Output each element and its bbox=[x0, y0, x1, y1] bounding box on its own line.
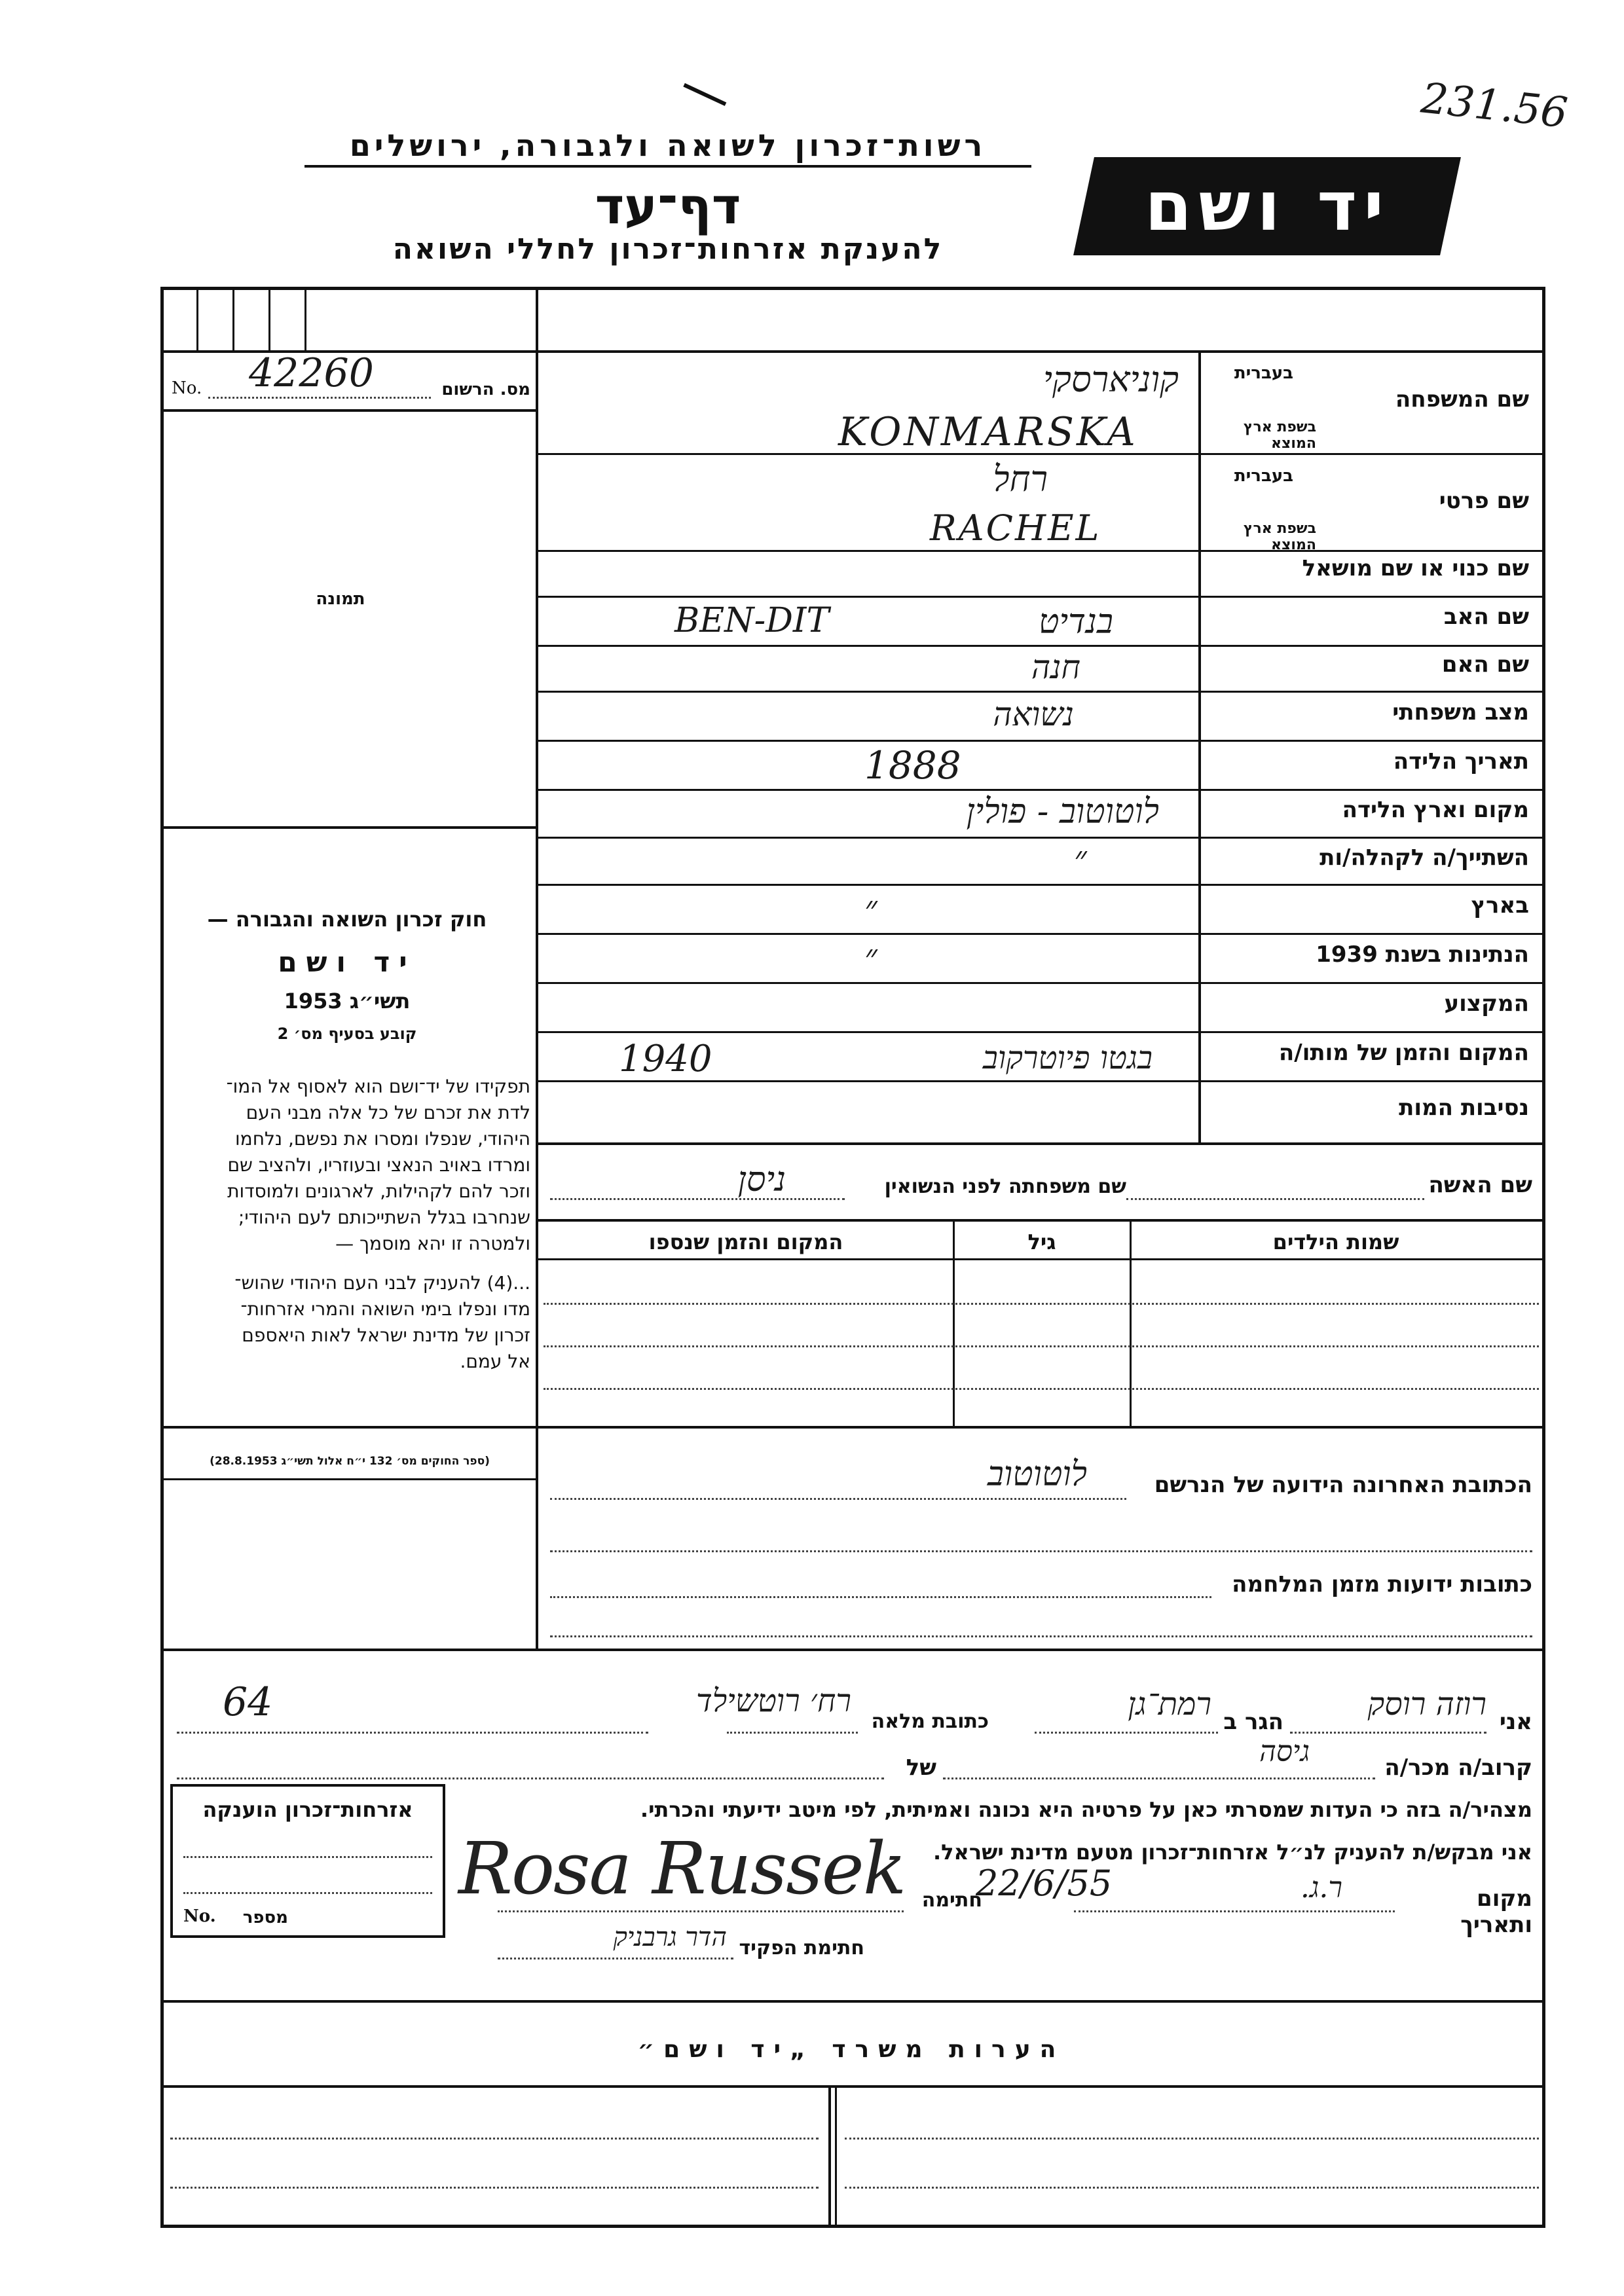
first-name-origin: RACHEL bbox=[930, 507, 1101, 549]
registration-number: 42260 bbox=[249, 350, 374, 396]
children-death-header: המקום והזמן שנספו bbox=[648, 1230, 843, 1254]
law-year: תשי״ג 1953 bbox=[284, 989, 411, 1013]
community-value: ״ bbox=[1074, 839, 1087, 879]
family-name-label: שם המשפחה bbox=[1395, 386, 1529, 412]
children-names-header: שמות הילדים bbox=[1272, 1230, 1399, 1254]
place-date-label: מקום ותאריך bbox=[1460, 1886, 1532, 1938]
top-mark bbox=[675, 83, 727, 124]
profession-label: המקצוע bbox=[1444, 991, 1529, 1017]
official-signature: הדר גרבניק bbox=[613, 1922, 727, 1952]
law-title: חוק זכרון השואה והגבורה — bbox=[207, 907, 487, 932]
law-paragraph bbox=[169, 1074, 530, 1375]
official-signature-label: חתימת הפקיד bbox=[739, 1937, 864, 1959]
declaration-line: מצהיר/ה בזה כי העדות שמסרתי כאן על פרטיה היא נכונה ואמיתית, לפי מיטב ידיעתי והכרתי. bbox=[640, 1797, 1532, 1822]
grant-box-number-label: מספר bbox=[242, 1908, 288, 1927]
declarant-name: רוזה רוסק bbox=[1367, 1686, 1486, 1722]
birth-date-label: תאריך הלידה bbox=[1393, 748, 1529, 774]
children-age-header: גיל bbox=[1027, 1230, 1056, 1254]
law-line: זכרון של מדינת ישראל לאות היאספם bbox=[242, 1324, 530, 1346]
logo-text: יד ושם bbox=[1144, 166, 1390, 246]
law-line: לדת את זכרם של כל אלה מבני העם bbox=[246, 1102, 530, 1123]
registration-no-label: No. bbox=[172, 378, 202, 398]
signature-label: חתימה bbox=[921, 1889, 982, 1912]
law-citation: (ספר החוקים מס׳ 132 י״ח אלול תשי״ג 28.8.1953) bbox=[210, 1455, 490, 1468]
nickname-label: שם כנוי או שם מושאל bbox=[1302, 555, 1529, 581]
request-line: אני מבקש/ת להעניק לנ״ל אזרחות־זכרון מטעם מדינת ישראל. bbox=[933, 1840, 1532, 1865]
full-address-label: כתובת מלאה bbox=[871, 1710, 989, 1733]
mother-label: שם האם bbox=[1441, 651, 1529, 678]
death-circumstances-label: נסיבות המות bbox=[1399, 1095, 1529, 1121]
law-line: וזכר להם לקהילות, לארגונים ולמוסדות bbox=[227, 1180, 530, 1202]
mother-name: חנה bbox=[1031, 648, 1080, 686]
first-name-label: שם פרטי bbox=[1439, 488, 1529, 514]
last-address-value: לוטוטוב bbox=[987, 1455, 1087, 1494]
relative-label: קרוב/ה מכר/ה bbox=[1384, 1755, 1532, 1781]
marital-status: נשואה bbox=[993, 695, 1074, 733]
wartime-address-label: כתובות ידועות מזמן המלחמה bbox=[1232, 1571, 1532, 1597]
father-name-hebrew: בנדיט bbox=[1039, 602, 1113, 642]
photo-label: תמונה bbox=[316, 589, 365, 609]
marital-status-label: מצב משפחתי bbox=[1392, 699, 1529, 725]
birth-place: לוטוטוב - פולין bbox=[966, 792, 1159, 831]
office-notes-title: הערות משרד „יד ושם״ bbox=[637, 2036, 1065, 2063]
institution-line: רשות־זכרון לשואה ולגבורה, ירושלים bbox=[349, 128, 987, 163]
law-line: ולמטרה זו יהא מוסמך — bbox=[335, 1233, 530, 1254]
death-year: 1940 bbox=[619, 1038, 712, 1080]
family-name-hebrew: קוניארסקי bbox=[1043, 359, 1179, 400]
first-name-origin-label: בשפת ארץ המוצא bbox=[1243, 520, 1316, 553]
declarant-label: אני bbox=[1499, 1709, 1532, 1735]
yad-vashem-logo bbox=[1073, 157, 1461, 255]
house-number: 64 bbox=[223, 1679, 273, 1725]
registration-number-label: מס. הרשום bbox=[441, 380, 530, 399]
declarant-signature: Rosa Russek bbox=[458, 1827, 906, 1910]
resides-value: רמת־גן bbox=[1128, 1686, 1211, 1722]
of-label: של bbox=[906, 1755, 936, 1781]
birth-date: 1888 bbox=[864, 743, 961, 788]
maiden-name: ניסן bbox=[737, 1160, 786, 1199]
citizenship-value: ״ bbox=[864, 938, 877, 977]
law-name: יד ושם bbox=[278, 946, 416, 978]
father-name-latin: BEN-DIT bbox=[674, 601, 830, 640]
birth-place-label: מקום וארץ הלידה bbox=[1342, 797, 1529, 823]
law-line: תפקידו של יד־ושם הוא לאסוף אל המו־ bbox=[226, 1076, 530, 1097]
country-value: ״ bbox=[864, 889, 877, 928]
form-subtitle: להענקת אזרחות־זכרון לחללי השואה bbox=[392, 232, 944, 266]
law-line: שנחרבו בגלל השתייכותם לעם היהודי; bbox=[238, 1207, 530, 1228]
institution-underline bbox=[304, 165, 1031, 168]
law-line: מדו ונפלו בימי השואה והמרי אזרחות־ bbox=[240, 1298, 530, 1320]
first-name-hebrew-label: בעברית bbox=[1234, 466, 1293, 486]
grant-box-title: אזרחות־זכרון הוענקה bbox=[202, 1797, 413, 1822]
grant-box-no-label: No. bbox=[183, 1906, 216, 1926]
wife-name-label: שם האשה bbox=[1428, 1172, 1532, 1198]
family-name-hebrew-label: בעברית bbox=[1234, 363, 1293, 383]
community-label: השתייך/ה לקהלה/ות bbox=[1320, 845, 1529, 871]
father-label: שם האב bbox=[1443, 604, 1529, 630]
law-clause: קובע בסעיף מס׳ 2 bbox=[277, 1025, 417, 1043]
law-line: ומרדו באויב הנאצי ובעוזריו, ולהציב שם bbox=[227, 1154, 530, 1176]
death-place-label: המקום והזמן של מותו/ה bbox=[1278, 1040, 1529, 1066]
first-name-hebrew: רחל bbox=[993, 458, 1048, 500]
resides-label: הגר ב bbox=[1223, 1709, 1283, 1735]
law-line: היהודי, שנפלו ומסרו את נפשם, נלחמו bbox=[235, 1128, 530, 1150]
archive-reference: 231.56 bbox=[1418, 74, 1570, 138]
form-title: דף־עד bbox=[595, 177, 741, 235]
country-label: בארץ bbox=[1471, 892, 1529, 919]
date-value: 22/6/55 bbox=[976, 1863, 1113, 1904]
citizenship-label: הנתינות בשנת 1939 bbox=[1316, 941, 1529, 968]
death-place: בגטו פיוטרקוב bbox=[982, 1040, 1153, 1076]
family-name-origin: KONMARSKA bbox=[838, 409, 1138, 455]
place-value: ר.ג. bbox=[1300, 1871, 1342, 1904]
maiden-name-label: שם משפחתה לפני הנשואין bbox=[884, 1175, 1126, 1198]
relative-value: גיסה bbox=[1259, 1735, 1310, 1768]
family-name-origin-label: בשפת ארץ המוצא bbox=[1243, 419, 1316, 452]
law-line: ...(4) להעניק לבני העם היהודי שהוש־ bbox=[234, 1272, 530, 1294]
last-address-label: הכתובת האחרונה הידועה של הנרשם bbox=[1154, 1472, 1532, 1498]
law-line: אל עמם. bbox=[460, 1351, 530, 1372]
full-address-value: רח׳ רוטשילד bbox=[696, 1683, 851, 1719]
